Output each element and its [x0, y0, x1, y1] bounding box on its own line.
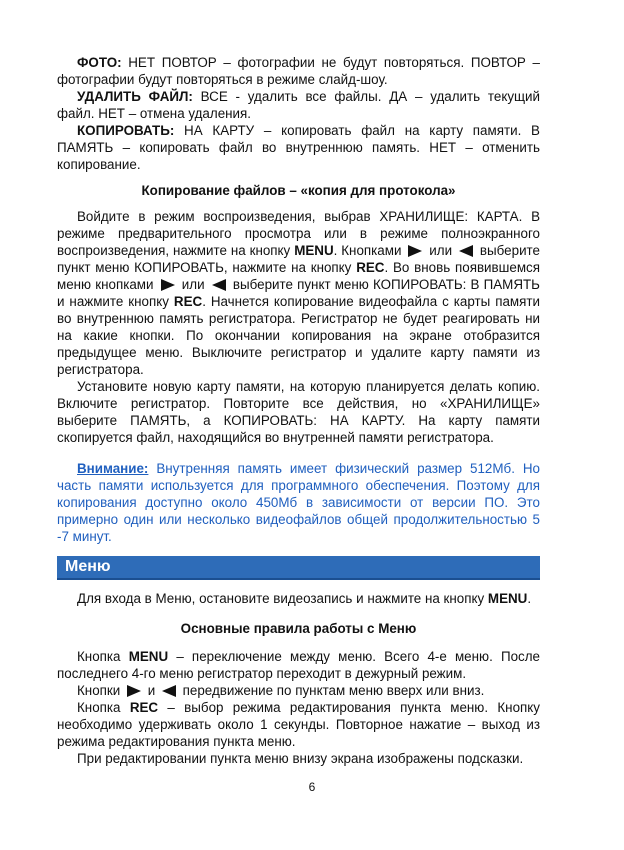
p6-text-a: Для входа в Меню, остановите видеозапись и нажмите на кнопку	[77, 591, 485, 606]
right-arrow-icon	[127, 685, 141, 697]
page-content	[57, 54, 540, 545]
left-arrow-icon	[162, 685, 176, 697]
p8-and: и	[147, 683, 156, 698]
warning-text: Внутренняя память имеет физический размер 512Мб. Но часть памяти используется для программного обеспечения. Поэтому для копирования доступно около 450Мб в зависимости от версии ПО. Это примерно один или несколько видеофайлов общей продолжительностью 5 -7 минут.	[57, 461, 540, 544]
rec-key: REC	[356, 260, 385, 275]
menu-content	[57, 590, 540, 767]
p6-text-b: .	[527, 591, 532, 606]
p4-text-b: . Кнопками	[333, 243, 402, 258]
warning-note	[57, 460, 540, 545]
section-header-menu	[57, 556, 540, 580]
p9-text-b: – выбор режима редактирования пункта меню. Кнопку необходимо удерживать около 1 секунды. Повторное нажатие – выход из режима редактирования пункта меню.	[57, 700, 540, 749]
menu-enter-paragraph	[57, 590, 540, 607]
copy-label: КОПИРОВАТЬ:	[77, 123, 175, 138]
arrow-buttons-paragraph	[57, 682, 540, 699]
rec-key: REC	[129, 700, 159, 715]
copy-paragraph	[57, 122, 540, 173]
right-arrow-icon	[408, 245, 422, 257]
photo-paragraph	[57, 54, 540, 88]
delete-paragraph	[57, 88, 540, 122]
new-card-paragraph: Установите новую карту памяти, на которую планируется делать копию. Включите регистратор. Повторите все действия, но «ХРАНИЛИЩЕ» выберите ПАМЯТЬ, а КОПИРОВАТЬ: НА КАРТУ. На карту памяти скопируется файл, находящийся во внутренней памяти регистратора.	[57, 379, 540, 445]
p4-text-c: выберите пункт меню КОПИРОВАТЬ, нажмите на кнопку	[57, 243, 540, 275]
p4-text-a: Войдите в режим воспроизведения, выбрав ХРАНИЛИЩЕ: КАРТА. В режиме предварительного просмотра или в режиме полноэкранного воспроизведения, нажмите на кнопку	[57, 209, 540, 258]
heading-menu-rules: Основные правила работы с Меню	[180, 621, 417, 636]
p4-or-2: или	[181, 277, 205, 292]
copy-text: НА КАРТУ – копировать файл на карту памяти. В ПАМЯТЬ – копировать файл во внутреннюю память. НЕТ – отменить копирование.	[57, 123, 540, 172]
rec-key: REC	[173, 294, 203, 309]
hints-paragraph: При редактировании пункта меню внизу экрана изображены подсказки.	[77, 751, 524, 766]
rec-button-paragraph	[57, 699, 540, 750]
p4-text-e: выберите пункт меню КОПИРОВАТЬ: В ПАМЯТЬ и нажмите кнопку	[57, 277, 540, 309]
copy-instructions-paragraph	[57, 208, 540, 378]
photo-label: ФОТО:	[77, 55, 122, 70]
p4-text-d: . Во вновь появившемся меню кнопками	[57, 260, 540, 292]
left-arrow-icon	[459, 245, 473, 257]
warning-label: Внимание:	[77, 461, 149, 476]
menu-key: MENU	[294, 243, 334, 258]
page-number: 6	[308, 780, 316, 794]
p7-text-b: – переключение между меню. Всего 4-е меню. После последнего 4-го меню регистратор переходит в дежурный режим.	[57, 649, 540, 681]
menu-button-paragraph	[57, 648, 540, 682]
p4-text-f: . Начнется копирование видеофайла с карты памяти во внутреннюю память регистратора. Регистратор не будет реагировать ни на какие кнопки. По окончании копирования на экране отобразится предыдущее меню. Выключите регистратор и удалите карту памяти из регистратора.	[57, 294, 540, 377]
p4-or-1: или	[429, 243, 453, 258]
p7-text-a: Кнопка	[77, 649, 121, 664]
p9-text-a: Кнопка	[77, 700, 121, 715]
photo-text: НЕТ ПОВТОР – фотографии не будут повторяться. ПОВТОР – фотографии будут повторяться в режиме слайд-шоу.	[57, 55, 540, 87]
left-arrow-icon	[212, 279, 226, 291]
menu-key: MENU	[128, 649, 169, 664]
section-title: Меню	[65, 558, 111, 575]
p8-text-b: передвижение по пунктам меню вверх или вниз.	[182, 683, 485, 698]
delete-label: УДАЛИТЬ ФАЙЛ:	[77, 89, 193, 104]
menu-key: MENU	[487, 591, 528, 606]
right-arrow-icon	[161, 279, 175, 291]
p8-text-a: Кнопки	[77, 683, 121, 698]
heading-copy-files: Копирование файлов – «копия для протокола»	[141, 183, 456, 198]
delete-text: ВСЕ - удалить все файлы. ДА – удалить текущий файл. НЕТ – отмена удаления.	[57, 89, 540, 121]
